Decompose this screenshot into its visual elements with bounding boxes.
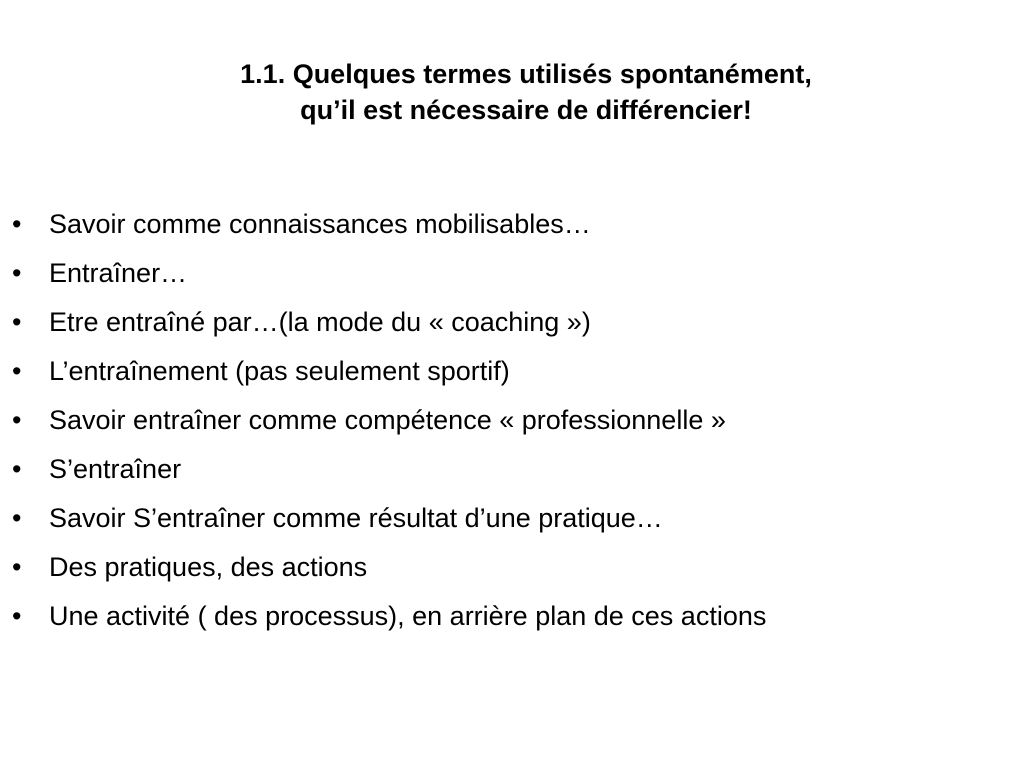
bullet-marker: • — [12, 356, 22, 386]
bullet-marker: • — [12, 307, 22, 337]
bullet-text: Etre entraîné par…(la mode du « coaching ») — [49, 307, 591, 337]
bullet-text: Une activité ( des processus), en arrière plan de ces actions — [49, 601, 767, 631]
bullet-marker: • — [12, 405, 22, 435]
bullet-text: L’entraînement (pas seulement sportif) — [49, 356, 510, 386]
bullet-marker: • — [12, 454, 22, 484]
slide-title — [0, 56, 1024, 128]
bullet-text: Des pratiques, des actions — [49, 552, 368, 582]
slide-title-line-2: qu’il est nécessaire de différencier! — [300, 95, 752, 125]
bullet-text: Savoir entraîner comme compétence « professionnelle » — [49, 405, 726, 435]
bullet-marker: • — [12, 601, 22, 631]
bullet-marker: • — [12, 258, 22, 288]
bullet-marker: • — [12, 503, 22, 533]
bullet-text: Entraîner… — [49, 258, 188, 288]
slide-title-line-1: 1.1. Quelques termes utilisés spontanément, — [240, 59, 812, 89]
bullet-text: S’entraîner — [49, 454, 182, 484]
bullet-marker: • — [12, 552, 22, 582]
bullet-marker: • — [12, 209, 22, 239]
bullet-text: Savoir S’entraîner comme résultat d’une pratique… — [49, 503, 663, 533]
bullet-text: Savoir comme connaissances mobilisables… — [49, 209, 591, 239]
